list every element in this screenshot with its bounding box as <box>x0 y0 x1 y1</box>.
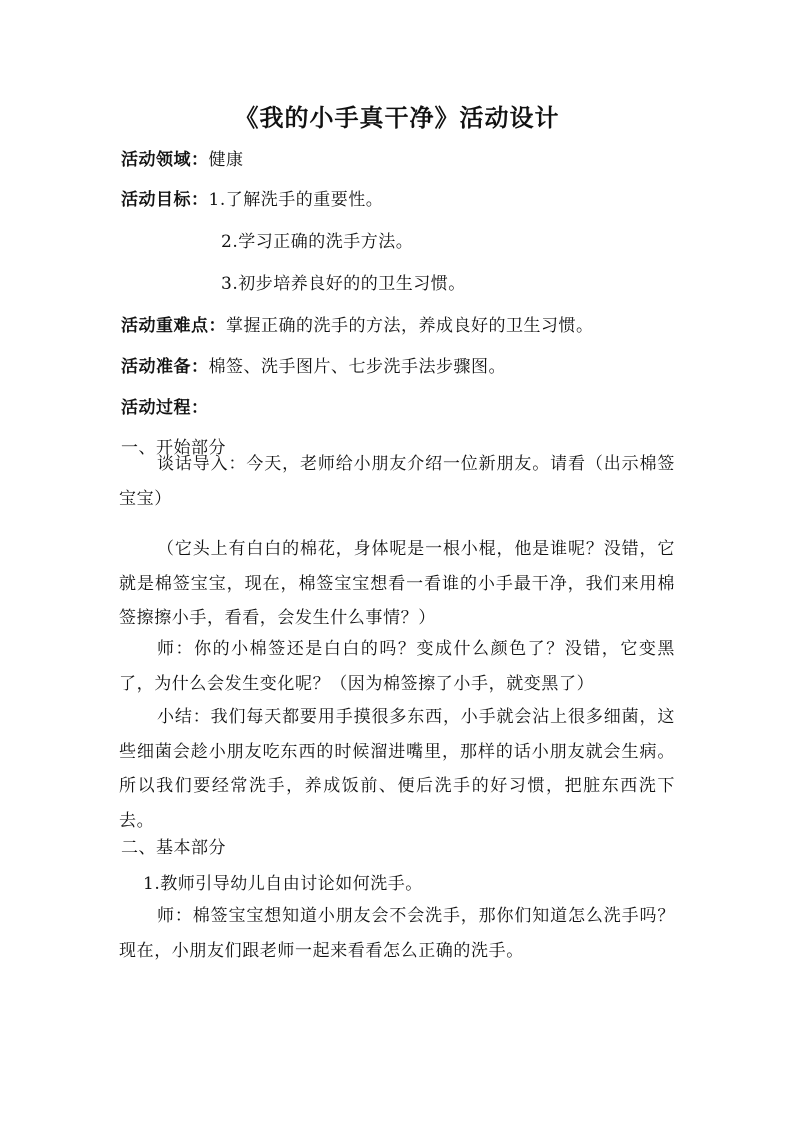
basic-item-1: 1.教师引导幼儿自由讨论如何洗手。 <box>143 874 423 894</box>
activity-preparation <box>121 353 506 381</box>
activity-process-label: 活动过程： <box>121 398 209 418</box>
goal-item-1: 1.了解洗手的重要性。 <box>208 190 384 210</box>
paragraph-intro: 谈话导入：今天，老师给小朋友介绍一位新朋友。请看（出示棉签宝宝） <box>119 454 675 509</box>
paragraph-cotton-swab: （它头上有白白的棉花，身体呢是一根小棍，他是谁呢？没错，它就是棉签宝宝，现在，棉签宝宝想看一看谁的小手最干净，我们来用棉签擦擦小手，看看，会发生什么事情？） <box>119 539 675 628</box>
section-heading-basic: 二、基本部分 <box>121 838 226 858</box>
activity-domain-value: 健康 <box>208 150 244 170</box>
activity-keypoints-label: 活动重难点： <box>121 316 226 336</box>
paragraph-summary: 小结：我们每天都要用手摸很多东西，小手就会沾上很多细菌，这些细菌会趁小朋友吃东西的时候溜进嘴里，那样的话小朋友就会生病。所以我们要经常洗手，养成饭前、便后洗手的好习惯，把脏东西洗下去。 <box>119 707 675 831</box>
paragraph-teacher-handwash: 师：棉签宝宝想知道小朋友会不会洗手，那你们知道怎么洗手吗？现在，小朋友们跟老师一起来看看怎么正确的洗手。 <box>119 906 675 961</box>
activity-goals <box>121 186 383 214</box>
section-heading-start: 一、开始部分 <box>121 438 226 458</box>
document-title: 《我的小手真干净》活动设计 <box>234 103 560 132</box>
goal-item-3: 3.初步培养良好的的卫生习惯。 <box>221 274 466 294</box>
activity-keypoints <box>121 312 594 340</box>
paragraph-teacher-question: 师：你的小棉签还是白白的吗？变成什么颜色了？没错，它变黑了，为什么会发生变化呢？（因为棉签擦了小手，就变黑了） <box>119 639 675 694</box>
activity-domain <box>121 146 244 174</box>
activity-keypoints-value: 掌握正确的洗手的方法，养成良好的卫生习惯。 <box>226 316 594 336</box>
activity-domain-label: 活动领域： <box>121 150 209 170</box>
activity-preparation-value: 棉签、洗手图片、七步洗手法步骤图。 <box>208 357 506 377</box>
goal-item-2: 2.学习正确的洗手方法。 <box>221 232 414 252</box>
activity-goals-label: 活动目标： <box>121 190 209 210</box>
activity-preparation-label: 活动准备： <box>121 357 209 377</box>
